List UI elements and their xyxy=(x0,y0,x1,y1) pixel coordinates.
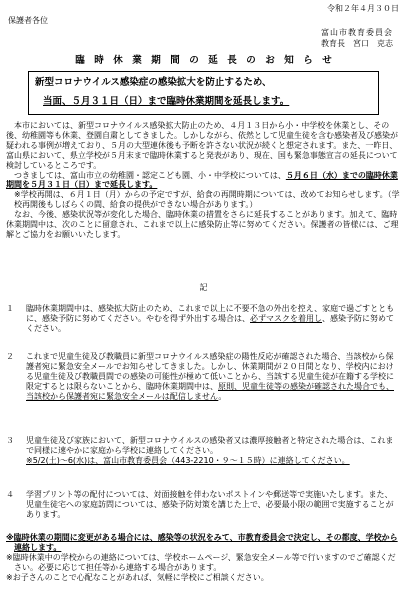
item-number: １ xyxy=(6,304,14,313)
item-4 xyxy=(6,490,400,520)
issuer-signer: 教育長 宮口 克志 xyxy=(321,39,393,48)
item-text: 学習プリント等の配付については、対面接触を伴わないポストインや郵送等で実施いたします。また、児童生徒宅への家庭訪問については、感染予防対策を講じた上で、必要最小限の範囲で実施することがあります。 xyxy=(26,490,394,519)
addressee: 保護者各位 xyxy=(8,16,48,25)
item-text: 児童生徒及び家族において、新型コロナウイルスの感染者又は濃厚接触者と特定された場合は、これまで同様に速やかに家庭から学校に連絡してください。 xyxy=(26,436,394,455)
notes-section xyxy=(6,533,400,583)
item-underlined: ※5/2(土)～6(水)は、富山市教育委員会（443-2210・９～１５時）に連絡してください。 xyxy=(26,455,350,465)
paragraph-request: なお、今後、感染状況等が変化した場合、臨時休業の措置をさらに延長することがあります。加えて、臨時休業期間中は、次のことに留意され、これまで以上に感染防止等に努めてください。保護者の皆様には、ご理解とご協力をお願いいたします。 xyxy=(6,210,399,239)
body-section xyxy=(6,121,400,240)
item-underlined: 必ずマスクを着用し xyxy=(250,313,322,323)
note-contact-method: ※臨時休業中の学校からの連絡については、学校ホームページ、緊急安全メール等で行いますのでご確認ください。必要に応じて担任等から連絡する場合があります。 xyxy=(6,552,396,572)
item-number: ４ xyxy=(6,490,14,499)
document-title: 臨 時 休 業 期 間 の 延 長 の お 知 ら せ xyxy=(75,55,332,66)
item-underlined: 原則、児童生徒等の感染が確認された場合でも、当該校から保護者宛に緊急安全メールは配信しません xyxy=(26,381,394,401)
headline-box xyxy=(28,71,379,115)
paragraph-background: 本市においては、新型コロナウイルス感染拡大防止のため、４月１３日から小・中学校を休業とし、その後、幼稚園等も休業、登園自粛としてきました。しかしながら、依然として児童生徒を含む感染者及び感染が疑われる事例が増えており、５月の大型連休後も予断を許さない状況が続くと想定されます。また、一昨日、富山県において、県立学校が５月末まで臨時休業すると発表があり、現在、国も緊急事態宣言の延長について検討しているところです。 xyxy=(6,121,398,170)
date: 令和２年４月３０日 xyxy=(327,4,399,13)
paragraph-extension xyxy=(6,171,400,191)
note-change-notice: ※臨時休業の期間に変更がある場合には、感染等の状況をみて、市教育委員会で決定し、その都度、学校から連絡します。 xyxy=(6,533,398,552)
extension-statement: ５月６日（水）までの臨時休業期間を５月３１日（日）まで延長します。 xyxy=(6,170,398,190)
issuer-org: 富山市教育委員会 xyxy=(321,28,393,37)
item-number: ３ xyxy=(6,436,14,445)
item-tail: 。 xyxy=(218,391,227,401)
paragraph-extension-lead: つきましては、富山市立の幼稚園・認定こども園、小・中学校については、 xyxy=(14,170,286,180)
item-text: 臨時休業期間中は、感染拡大防止のため、これまで以上に不要不急の外出を控え、家庭で過ごすとともに、感染予防に努めてください。やむを得ず外出する場合は、 xyxy=(26,304,395,323)
note-consult: ※お子さんのことで心配なことがあれば、気軽に学校にご相談ください。 xyxy=(6,572,269,582)
note-school-restart: ※学校再開は、６月１日（月）からの予定ですが、給食の再開時期については、改めてお知らせします。（学校再開後もしばらくの間、給食の提供ができない場合があります。） xyxy=(14,190,400,210)
item-text: これまで児童生徒及び教職員に新型コロナウイルス感染症の陽性反応が確認された場合、当該校から保護者宛に緊急安全メールでお知らせしてきました。しかし、休業期間が２０日間となり、学校内における児童生徒及び教職員間での感染の可能性が極めて低いことから、当該する児童生徒が在籍する学校に限定するとは限らないことから、臨時休業期間中は、 xyxy=(26,352,394,391)
item-1 xyxy=(6,304,400,334)
item-number: ２ xyxy=(6,352,14,361)
item-2 xyxy=(6,352,400,402)
headline-line1: 新型コロナウイルス感染症の感染拡大を防止するため、 xyxy=(35,77,272,88)
headline-line2: 当面、５月３１日（日）まで臨時休業期間を延長します。 xyxy=(43,96,290,107)
item-tail: 、感染予防に努めてください。 xyxy=(26,313,394,333)
item-3 xyxy=(6,436,400,466)
ki-heading: 記 xyxy=(199,283,208,292)
